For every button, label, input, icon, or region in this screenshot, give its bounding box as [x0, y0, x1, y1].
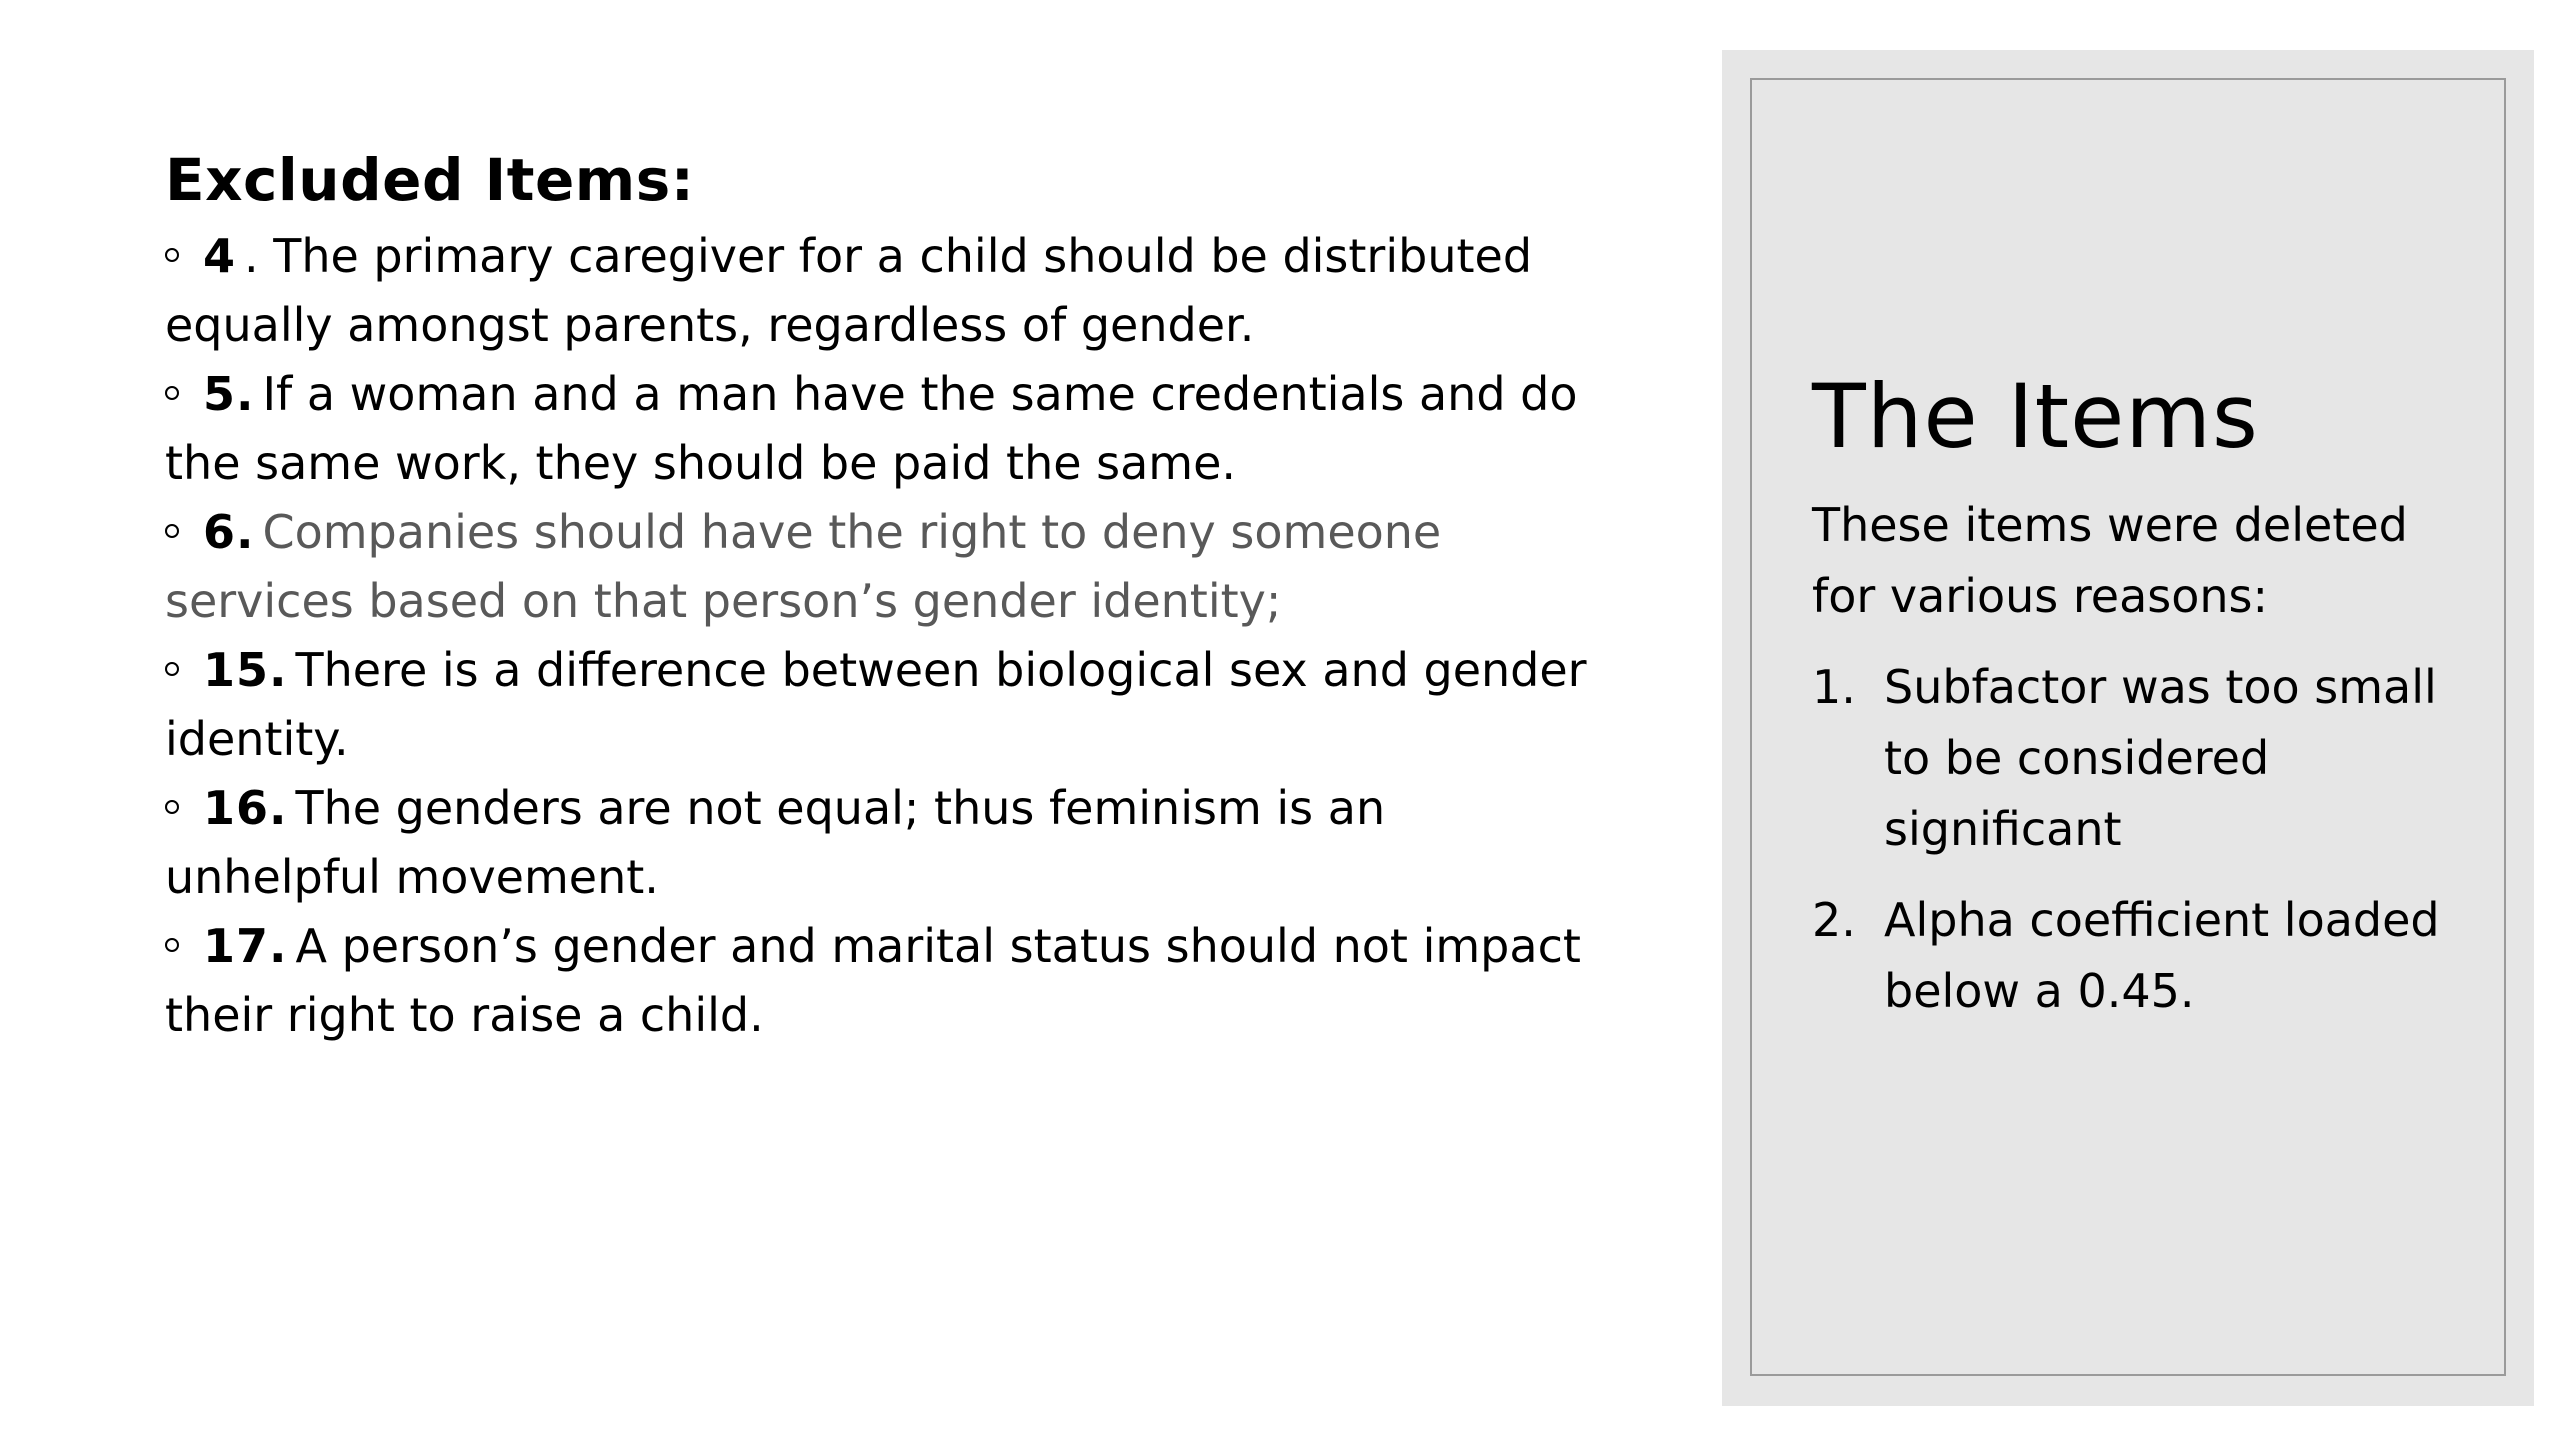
item-number: 6.	[203, 505, 255, 559]
excluded-item	[165, 912, 1605, 1050]
hollow-circle-bullet-icon	[165, 662, 179, 676]
hollow-circle-bullet-icon	[165, 800, 179, 814]
side-panel-content	[1812, 362, 2452, 1047]
item-number: 4	[203, 229, 237, 283]
panel-intro: These items were deleted for various reasons:	[1812, 498, 2408, 623]
hollow-circle-bullet-icon	[165, 248, 179, 262]
reasons-list	[1812, 652, 2452, 1027]
item-number: 15.	[203, 643, 288, 697]
item-text: A person’s gender and marital status should not impact their right to raise a child.	[165, 919, 1581, 1042]
item-number: 17.	[203, 919, 288, 973]
excluded-items-section	[165, 140, 1605, 1050]
item-text: There is a difference between biological sex and gender identity.	[165, 643, 1587, 766]
item-number: 5.	[203, 367, 255, 421]
excluded-item	[165, 636, 1605, 774]
reason-text: Alpha coefficient loaded below a 0.45.	[1884, 893, 2440, 1018]
excluded-item	[165, 774, 1605, 912]
excluded-item	[165, 222, 1605, 360]
item-text: . The primary caregiver for a child should be distributed equally amongst parents, regardless of gender.	[165, 229, 1533, 352]
item-text: If a woman and a man have the same credentials and do the same work, they should be paid the same.	[165, 367, 1578, 490]
hollow-circle-bullet-icon	[165, 386, 179, 400]
hollow-circle-bullet-icon	[165, 524, 179, 538]
reason-number: 2.	[1812, 893, 1856, 947]
reason-number: 1.	[1812, 660, 1856, 714]
excluded-items-list	[165, 222, 1605, 1050]
item-text: The genders are not equal; thus feminism is an unhelpful movement.	[165, 781, 1386, 904]
reason-item	[1812, 885, 2452, 1027]
excluded-item-muted	[165, 498, 1605, 636]
reason-item	[1812, 652, 2452, 865]
reason-text: Subfactor was too small to be considered significant	[1884, 660, 2437, 856]
panel-title: The Items	[1812, 365, 2259, 468]
excluded-item	[165, 360, 1605, 498]
hollow-circle-bullet-icon	[165, 938, 179, 952]
excluded-items-heading: Excluded Items:	[165, 146, 695, 214]
item-number: 16.	[203, 781, 288, 835]
item-text: Companies should have the right to deny someone services based on that person’s gender identity;	[165, 505, 1442, 628]
